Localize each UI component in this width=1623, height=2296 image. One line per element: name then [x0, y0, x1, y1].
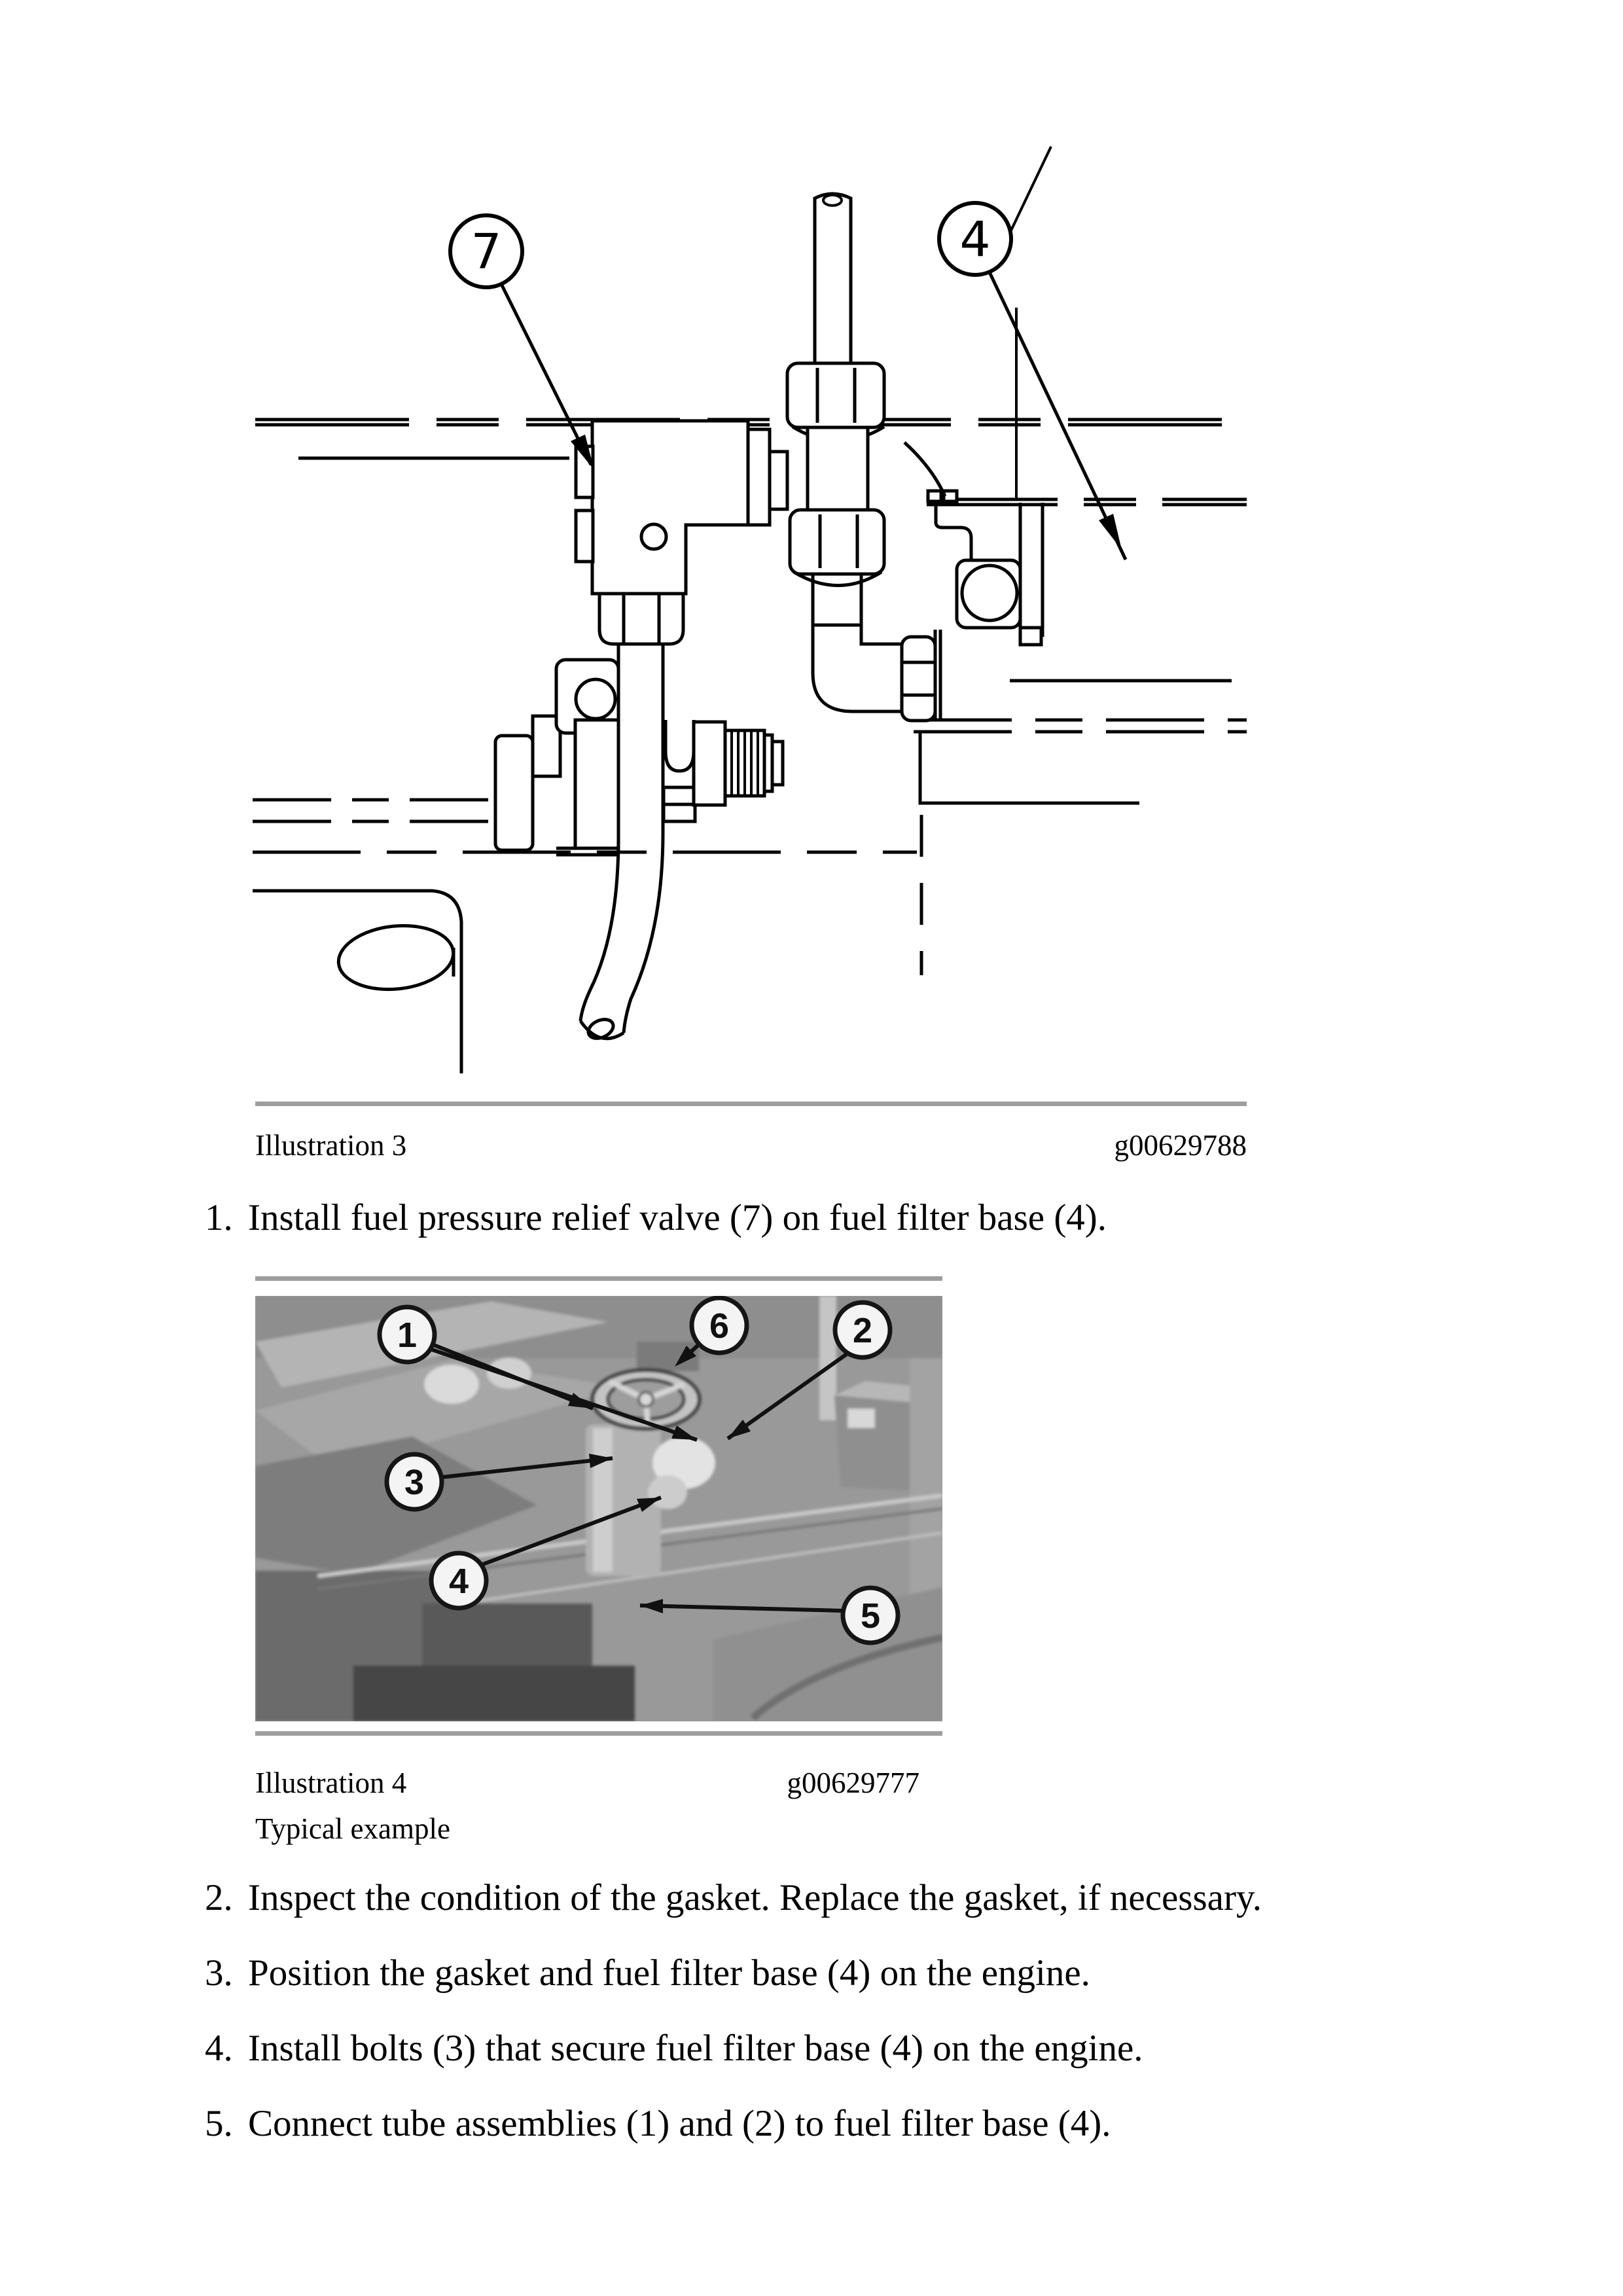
hex-nut-horizontal	[902, 637, 935, 721]
illustration4-photo	[255, 1296, 942, 1721]
step-item	[205, 1196, 1461, 1240]
callout-4	[939, 147, 1126, 560]
tube-upper	[815, 194, 851, 363]
illustration4-caption: Illustration 4	[255, 1767, 407, 1799]
hex-nut-upper	[787, 363, 884, 427]
step-text: Install fuel pressure relief valve (7) on fuel filter base (4).	[248, 1197, 1107, 1238]
engine-boss-ellipse	[335, 920, 456, 995]
elbow-fitting	[813, 625, 902, 711]
step-number: 5.	[205, 2103, 233, 2144]
banjo-fitting-cluster	[495, 660, 618, 855]
hex-nut-lower	[790, 510, 884, 574]
figure-divider	[255, 1102, 1247, 1106]
callout-4-arrowhead-icon	[1099, 514, 1122, 550]
callout-5-label: 5	[860, 1596, 881, 1636]
valve-hex-bolt	[599, 594, 683, 644]
sensor-connector	[664, 720, 783, 821]
callout-7-leader	[501, 284, 591, 465]
callout-4-label: 4	[448, 1562, 469, 1601]
step-item	[205, 1952, 1461, 1995]
step-text: Inspect the condition of the gasket. Replace the gasket, if necessary.	[248, 1877, 1262, 1918]
callout-1-label: 1	[397, 1316, 418, 1355]
valve-body	[592, 421, 748, 594]
illustration4-note: Typical example	[255, 1812, 450, 1845]
illustration3-caption: Illustration 3	[255, 1129, 407, 1162]
coupling-body	[808, 427, 868, 510]
step-item	[205, 2027, 1461, 2070]
step-item	[205, 1876, 1461, 1920]
step-item	[205, 2102, 1461, 2145]
callout-4-upper-leader	[1011, 147, 1051, 230]
illustration3-figure-id: g00629788	[1114, 1129, 1247, 1162]
callout-4-label: 4	[959, 211, 991, 268]
step-text: Position the gasket and fuel filter base (4) on the engine.	[248, 1952, 1090, 1994]
illustration4-caption-row	[255, 1767, 919, 1800]
step-number: 2.	[205, 1877, 233, 1918]
illustration3-caption-row	[255, 1130, 1247, 1162]
filter-base-bracket	[904, 308, 1043, 645]
callout-6-label: 6	[709, 1306, 730, 1346]
step-number: 3.	[205, 1952, 233, 1994]
figure-divider	[255, 1276, 942, 1281]
clamp-block	[957, 560, 1020, 628]
illustration3-line-drawing	[0, 0, 1623, 1113]
step-text: Install bolts (3) that secure fuel filter base (4) on the engine.	[248, 2028, 1143, 2069]
illustration4-figure-id: g00629777	[787, 1767, 919, 1799]
callout-2-label: 2	[852, 1311, 873, 1350]
callout-7-label: 7	[471, 224, 502, 280]
relief-valve-assembly	[576, 421, 787, 644]
callout-3-label: 3	[404, 1463, 425, 1502]
callout-4-leader	[990, 272, 1126, 560]
step-text: Connect tube assemblies (1) and (2) to fuel filter base (4).	[248, 2103, 1111, 2144]
figure-divider	[255, 1731, 942, 1736]
callout-7	[450, 215, 594, 470]
step-number: 1.	[205, 1197, 233, 1238]
step-number: 4.	[205, 2028, 233, 2069]
valve-right-port	[748, 429, 770, 525]
